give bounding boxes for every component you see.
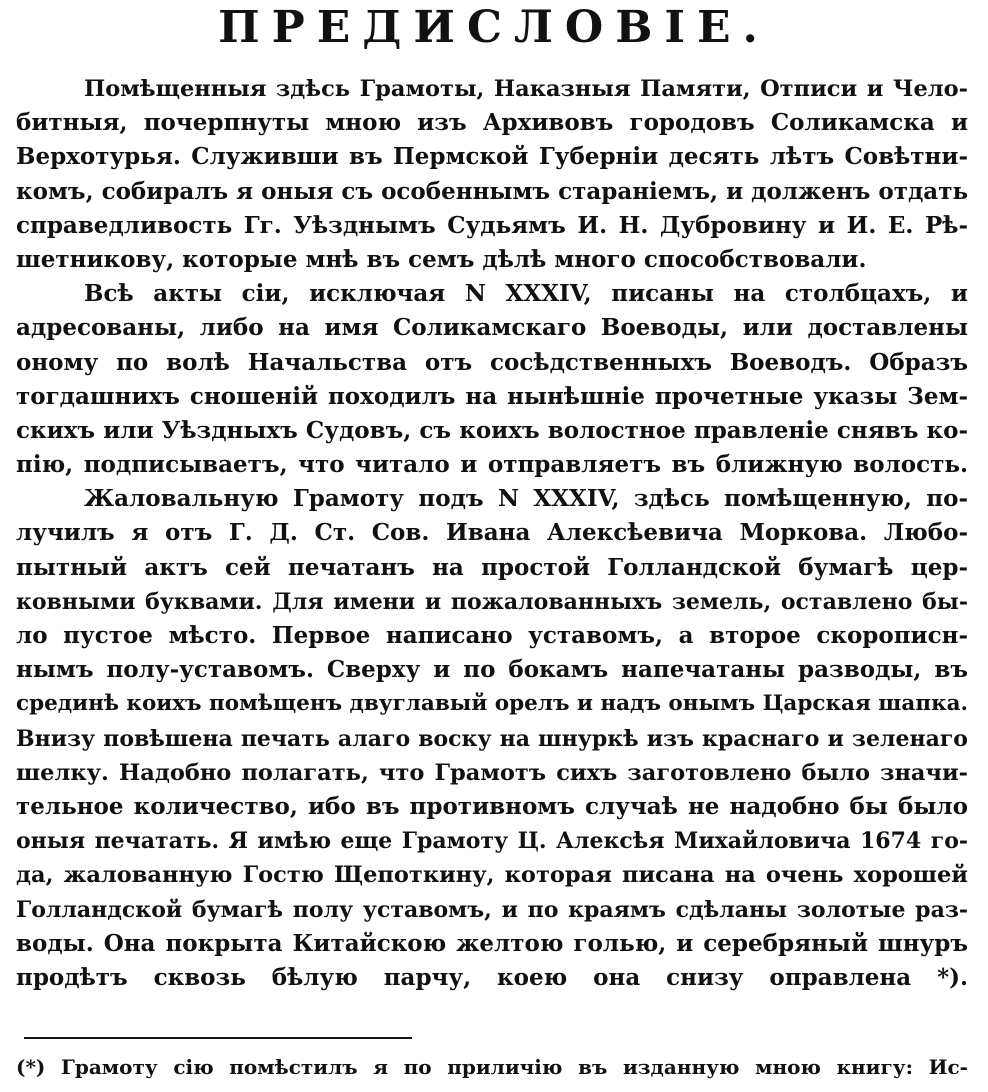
text-line: лучилъ я отъ Г. Д. Ст. Сов. Ивана Алексѣевича Моркова. Любо- xyxy=(16,519,968,547)
text-line: шелку. Надобно полагать, что Грамотъ сихъ заготовлено было значи- xyxy=(16,759,968,786)
text-line: воды. Она покрыта Китайскою желтою голью, и серебряный шнуръ xyxy=(16,929,968,957)
page-title: ПРЕДИСЛОВІЕ. xyxy=(218,2,770,53)
text-line: комъ, собиралъ я оныя съ особеннымъ стараніемъ, и долженъ отдать xyxy=(16,177,969,205)
text-line: ковными буквами. Для имени и пожалованныхъ земель, оставлено бы- xyxy=(16,588,968,615)
paragraph-2 xyxy=(16,277,968,482)
footnote: (*) Грамоту сію помѣстилъ я по приличію въ изданную мною книгу: Ис- xyxy=(16,1055,968,1079)
paragraph-3 xyxy=(16,482,968,995)
text-line: пытный актъ сей печатанъ на простой Голландской бумагѣ цер- xyxy=(16,553,968,581)
text-line: Помѣщенныя здѣсь Грамоты, Наказныя Памяти, Отписи и Чело- xyxy=(84,76,968,102)
footnote-divider xyxy=(24,1037,412,1039)
text-line: да, жалованную Гостю Щепоткину, которая писана на очень хорошей xyxy=(16,862,968,889)
paragraph-1 xyxy=(16,72,968,277)
text-line: срединѣ коихъ помѣщенъ двуглавый орелъ и надъ онымъ Царская шапка. xyxy=(16,691,969,717)
text-line: оному по волѣ Начальства отъ сосѣдственныхъ Воеводъ. Образъ xyxy=(16,348,968,376)
text-line: шетникову, которые мнѣ въ семъ дѣлѣ много способствовали. xyxy=(16,245,867,273)
text-line: тельное количество, ибо въ противномъ случаѣ не надобно бы было xyxy=(16,792,968,820)
text-line: скихъ или Уѣздныхъ Судовъ, съ коихъ волостное правленіе снявъ ко- xyxy=(16,416,968,444)
text-line: Верхотурья. Служивши въ Пермской Губерніи десять лѣтъ Совѣтни- xyxy=(16,143,968,171)
text-line: тогдашнихъ сношеній походилъ на нынѣшніе прочетные указы Зем- xyxy=(16,382,968,410)
text-line: справедливость Гг. Уѣзднымъ Судьямъ И. Н. Дубровину и И. Е. Рѣ- xyxy=(16,211,968,239)
text-line: Внизу повѣшена печать алаго воску на шнуркѣ изъ краснаго и зеленаго xyxy=(16,725,968,752)
text-line: нымъ полу-уставомъ. Сверху и по бокамъ напечатаны разводы, въ xyxy=(16,656,968,684)
text-line: оныя печатать. Я имѣю еще Грамоту Ц. Алексѣя Михайловича 1674 го- xyxy=(16,828,968,855)
text-line: Жаловальную Грамоту подъ N XXXIV, здѣсь помѣщенную, по- xyxy=(84,485,968,513)
text-line: продѣтъ сквозь бѣлую парчу, коею она снизу оправлена *). xyxy=(16,963,968,991)
body-text xyxy=(16,72,968,995)
text-line: Голландской бумагѣ полу уставомъ, и по краямъ сдѣланы золотые раз- xyxy=(16,896,968,923)
text-line: Всѣ акты сіи, исключая N XXXIV, писаны на столбцахъ, и xyxy=(84,280,968,308)
text-line: ло пустое мѣсто. Первое написано уставомъ, а второе скорописн- xyxy=(16,622,968,649)
text-line: адресованы, либо на имя Соликамскаго Воеводы, или доставлены xyxy=(16,314,968,342)
text-line: битныя, почерпнуты мною изъ Архивовъ городовъ Соликамска и xyxy=(16,109,968,137)
text-line: пію, подписываетъ, что читало и отправляетъ въ ближную волость. xyxy=(16,451,968,479)
